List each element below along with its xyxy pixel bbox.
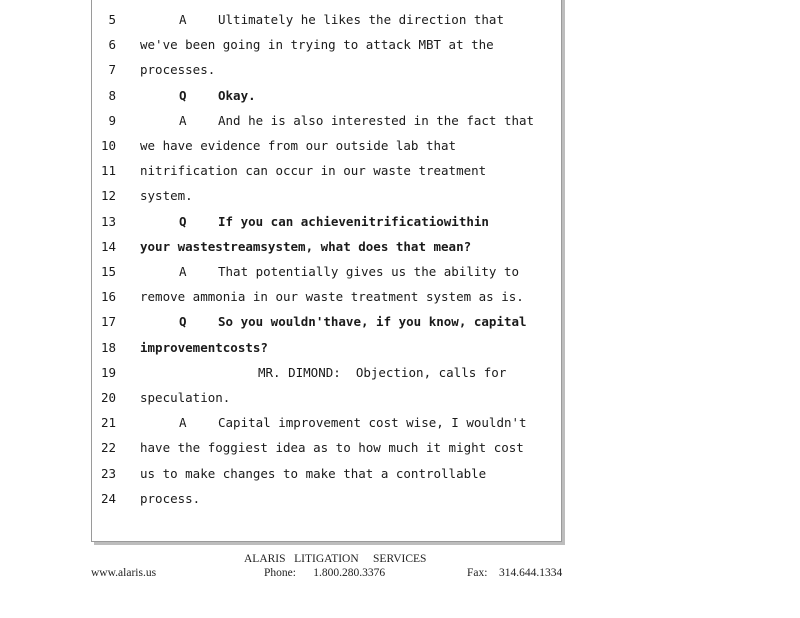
transcript-line [92,12,572,32]
line-body: process. [140,490,201,506]
line-text [140,314,527,329]
line-body: speculation. [140,390,231,405]
line-number: 6 [108,37,116,53]
transcript-line [92,466,572,486]
line-body: Okay. [218,87,256,103]
line-number: 23 [100,465,116,481]
transcript-line [92,440,572,460]
line-text [140,163,486,178]
line-number: 15 [100,264,116,279]
line-number: 12 [100,188,116,204]
transcript-line [92,340,572,360]
transcript-line [92,62,572,82]
question-label: Q [179,213,187,229]
line-number: 14 [100,238,116,254]
line-text [140,264,519,279]
transcript-line [92,163,572,183]
line-body: processes. [140,62,216,78]
transcript-page [91,0,562,542]
transcript-line [92,415,572,435]
line-body: nitrification can occur in our waste treatment [140,163,487,179]
line-number: 24 [100,490,116,506]
line-body: your wastestreamsystem, what does that mean? [140,238,472,254]
transcript-line [92,314,572,334]
footer-company: ALARIS LITIGATION SERVICES [244,553,427,565]
answer-label: A [179,264,187,279]
answer-label: A [179,415,187,431]
line-body: Capital improvement cost wise, I wouldn't [218,415,527,431]
line-text [140,440,524,455]
line-text [140,138,456,153]
footer-phone: Phone: 1.800.280.3376 [264,567,386,579]
line-body: So you wouldn'thave, if you know, capital [218,314,527,330]
transcript-line [92,390,572,410]
line-text [140,62,215,77]
line-number: 8 [108,87,116,103]
line-text [140,289,524,304]
line-number: 7 [108,62,116,78]
question-label: Q [179,87,187,103]
line-text [140,88,256,103]
transcript-line [92,88,572,108]
line-text [140,415,527,430]
line-body: That potentially gives us the ability to [218,264,520,279]
transcript-line [92,113,572,133]
line-text [140,491,200,506]
line-text [140,12,504,27]
line-text [140,466,486,481]
line-body: have the foggiest idea as to how much it might cost [140,440,524,456]
transcript-line [92,239,572,259]
line-body: remove ammonia in our waste treatment system as is. [140,289,524,305]
line-body: And he is also interested in the fact that [218,112,535,128]
line-body: Ultimately he likes the direction that [218,12,504,27]
line-text [140,365,506,380]
transcript-line [92,214,572,234]
line-number: 19 [100,364,116,380]
line-text [140,37,494,52]
footer-website: www.alaris.us [91,567,157,579]
footer-fax: Fax: 314.644.1334 [467,567,563,579]
line-number: 9 [108,112,116,128]
line-number: 13 [100,213,116,229]
line-body: we've been going in trying to attack MBT at the [140,37,494,53]
answer-label: A [179,12,187,27]
line-number: 16 [100,289,116,305]
transcript-line [92,37,572,57]
answer-label: A [179,112,187,128]
transcript-line [92,289,572,309]
line-number: 20 [100,390,116,405]
line-body: system. [140,188,193,204]
line-number: 11 [100,163,116,179]
transcript-line [92,365,572,385]
transcript-line [92,138,572,158]
line-number: 21 [100,415,116,431]
line-body: we have evidence from our outside lab that [140,138,457,153]
line-number: 22 [100,440,116,456]
line-text [140,113,534,128]
question-label: Q [179,314,187,330]
line-number: 17 [100,314,116,330]
line-body: If you can achievenitrificatiowithin [218,213,489,229]
line-number: 5 [108,12,116,27]
line-text [140,188,193,203]
line-text [140,390,230,405]
line-body: MR. DIMOND: Objection, calls for [258,364,507,380]
transcript-line [92,188,572,208]
line-body: improvementcosts? [140,339,268,355]
transcript-line [92,491,572,511]
line-number: 10 [100,138,116,153]
line-text [140,340,268,355]
transcript-line [92,264,572,284]
line-text [140,239,471,254]
line-number: 18 [100,339,116,355]
line-text [140,214,489,229]
line-body: us to make changes to make that a controllable [140,465,487,481]
